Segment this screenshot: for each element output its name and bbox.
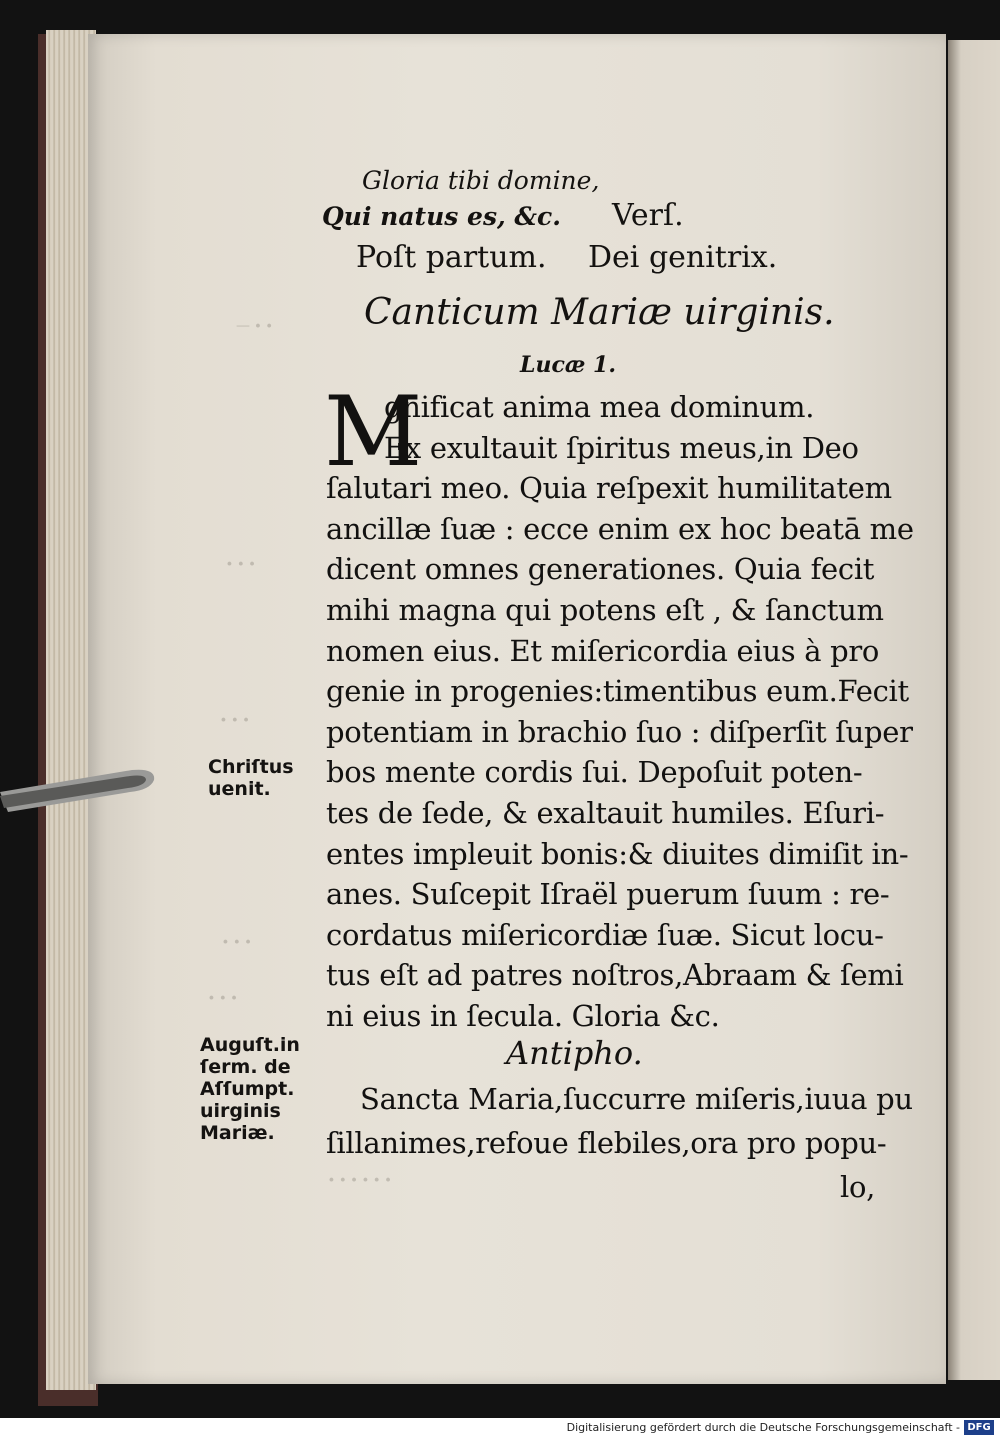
margin-note-christus (208, 756, 294, 800)
scripture-reference: Lucæ 1. (520, 352, 616, 378)
antiphon-heading: Antipho. (506, 1034, 643, 1072)
canticle-line: dicent omnes generationes. Quia fecit (326, 552, 875, 587)
show-through-mark: ∙ ∙ ∙ (222, 934, 252, 950)
canticle-line: potentiam in brachio ſuo : diſperſit ſuper (326, 714, 913, 749)
canticle-line: mihi magna qui potens eſt , & ſanctum (326, 593, 884, 627)
antiphon-line: ſillanimes,refoue flebiles,ora pro popu- (326, 1126, 887, 1160)
header-vers: Verſ. (612, 198, 684, 233)
margin-note-line: ſerm. de (200, 1056, 291, 1078)
canticle-line: anes. Suſcepit Iſraël puerum ſuum : re- (326, 877, 890, 912)
canticle-title: Canticum Mariæ uirginis. (364, 292, 835, 333)
canticle-line: nomen eius. Et miſericordia eius à pro (326, 633, 880, 668)
show-through-mark: — ∙ ∙ (236, 318, 273, 334)
show-through-mark: ∙ ∙ ∙ (220, 712, 250, 728)
antiphon-line: Sancta Maria,ſuccurre miſeris,iuua pu (360, 1082, 913, 1116)
margin-note-line: Mariæ. (200, 1122, 275, 1144)
header-post-partum: Poſt partum. (356, 240, 547, 275)
canticle-line: gnificat anima mea dominum. (384, 390, 815, 424)
antiphon-line: lo, (840, 1170, 876, 1204)
canticle-line: ni eius in ſecula. Gloria &c. (326, 999, 720, 1033)
canticle-line: genie in progenies:timentibus eum.Fecit (326, 674, 909, 709)
page-clip (0, 766, 160, 812)
margin-note-line: Auguſt.in (200, 1034, 300, 1056)
margin-note-line: Aſſumpt. (200, 1078, 295, 1100)
header-dei-genitrix: Dei genitrix. (588, 240, 778, 275)
drop-cap: M (324, 376, 423, 488)
canticle-line: entes impleuit bonis:& diuites dimiſit in- (326, 836, 909, 871)
footer-bar (0, 1418, 1000, 1438)
canticle-line: cordatus miſericordiæ ſuæ. Sicut locu- (326, 917, 884, 952)
margin-note-line: uenit. (208, 778, 271, 800)
footer-credit: Digitalisierung gefördert durch die Deutsche Forschungsgemeinschaft - (566, 1421, 960, 1434)
canticle-line: tes de ſede, & exaltauit humiles. Eſuri- (326, 796, 885, 830)
show-through-mark: ∙ ∙ ∙ (208, 990, 238, 1006)
canticle-line: ancillæ ſuæ : ecce enim ex hoc beatā me (326, 511, 914, 546)
show-through-mark: ∙ ∙ ∙ ∙ ∙ ∙ (328, 1172, 392, 1188)
show-through-mark: ∙ ∙ ∙ (226, 556, 256, 572)
canticle-line: Ex exultauit ſpiritus meus,in Deo (384, 430, 859, 465)
canticle-line: tus eſt ad patres noſtros,Abraam & ſemi (326, 958, 904, 993)
canticle-line: ſalutari meo. Quia reſpexit humilitatem (326, 471, 892, 506)
margin-note-augustinus (200, 1034, 300, 1144)
canticle-line: bos mente cordis ſui. Depoſuit poten- (326, 755, 863, 790)
header-gloria: Gloria tibi domine, (362, 166, 600, 195)
header-qui-natus: Qui natus es, &c. (322, 202, 561, 231)
facing-page-edge (948, 40, 1000, 1380)
dfg-logo: DFG (964, 1420, 994, 1435)
margin-note-line: Chriſtus (208, 756, 294, 778)
margin-note-line: uirginis (200, 1100, 281, 1122)
